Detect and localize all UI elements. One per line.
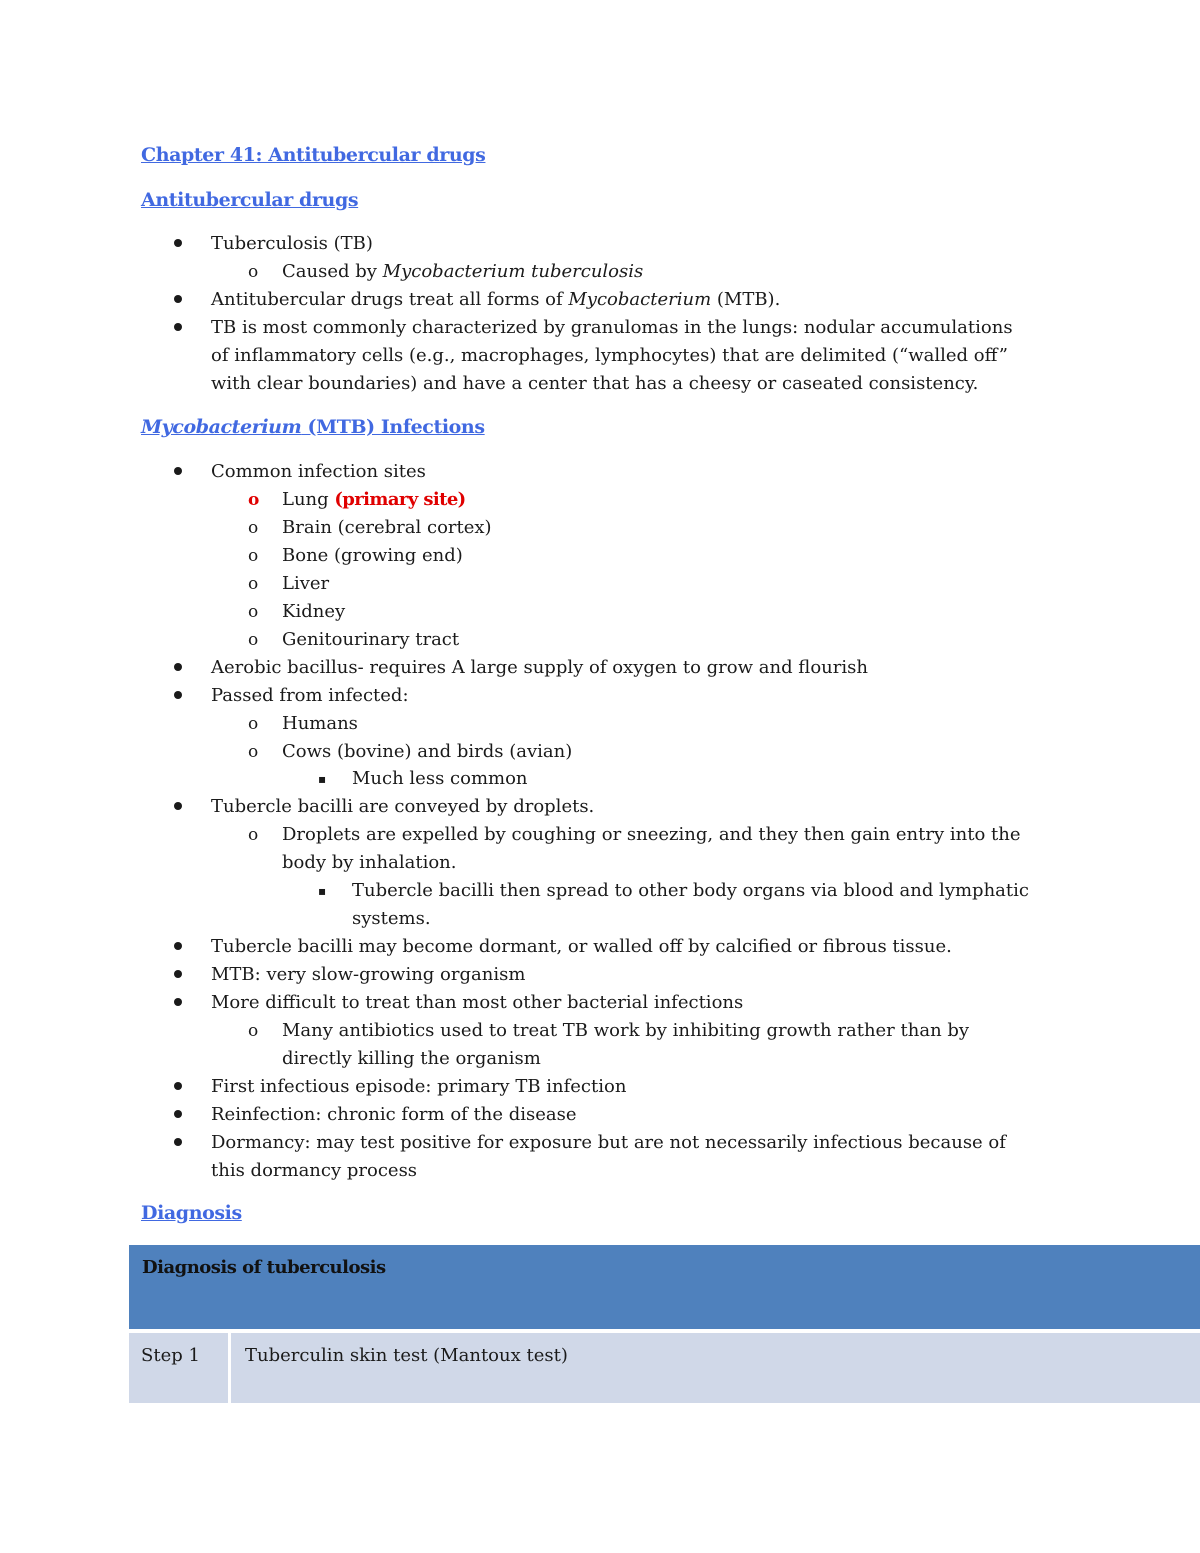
table-cell-description	[231, 1333, 1200, 1403]
list-item-bone: Bone (growing end)	[282, 545, 463, 566]
list-item-dormancy-line1: Dormancy: may test positive for exposure but are not necessarily infectious because of	[211, 1132, 1006, 1153]
list-item-slow-growing: MTB: very slow-growing organism	[211, 964, 526, 985]
list-item-droplets: Tubercle bacilli are conveyed by droplets.	[211, 796, 595, 817]
list-item-liver: Liver	[282, 573, 330, 594]
section-heading-diagnosis: Diagnosis	[141, 1202, 242, 1224]
circle-bullet-icon: o	[248, 262, 259, 282]
list-item-first-episode: First infectious episode: primary TB infection	[211, 1076, 627, 1097]
circle-bullet-icon: o	[248, 742, 259, 762]
bullet-icon	[174, 1073, 182, 1101]
list-item-reinfection: Reinfection: chronic form of the disease	[211, 1104, 577, 1125]
list-item-droplets-expelled-line1: Droplets are expelled by coughing or sneezing, and they then gain entry into the	[282, 824, 1021, 845]
list-item-tb: Tuberculosis (TB)	[211, 233, 373, 254]
table-header-title: Diagnosis of tuberculosis	[142, 1257, 386, 1278]
circle-bullet-icon: o	[248, 825, 259, 845]
section-heading-mtb-infections: Mycobacterium (MTB) Infections	[141, 416, 485, 438]
list-item-antibiotics-line1: Many antibiotics used to treat TB work by inhibiting growth rather than by	[282, 1020, 970, 1041]
list-item-caused-by: Caused by Mycobacterium tuberculosis	[282, 261, 644, 282]
list-item-spread-line2: systems.	[352, 908, 431, 929]
bullet-icon	[174, 682, 182, 710]
section-heading-antitubercular-drugs: Antitubercular drugs	[141, 189, 359, 211]
list-item-passed-from: Passed from infected:	[211, 685, 409, 706]
circle-bullet-icon: o	[248, 714, 259, 734]
list-item-less-common: Much less common	[352, 768, 528, 789]
bullet-icon	[174, 1101, 182, 1129]
bullet-icon	[174, 654, 182, 682]
list-item-droplets-expelled-line2: body by inhalation.	[282, 852, 457, 873]
circle-bullet-icon: o	[248, 546, 259, 566]
bullet-icon	[174, 230, 182, 258]
list-item-aerobic: Aerobic bacillus- requires A large supply of oxygen to grow and flourish	[211, 657, 868, 678]
list-item-humans: Humans	[282, 713, 358, 734]
bullet-icon	[174, 458, 182, 486]
list-item-dormancy-line2: this dormancy process	[211, 1160, 418, 1181]
bullet-icon	[174, 314, 182, 342]
list-item-granulomas-line2: of inflammatory cells (e.g., macrophages, lymphocytes) that are delimited (“walled off”	[211, 345, 1008, 366]
list-item-lung: Lung (primary site)	[282, 489, 466, 510]
bullet-icon	[174, 961, 182, 989]
square-bullet-icon: ▪	[318, 772, 327, 786]
list-item-antibiotics-line2: directly killing the organism	[282, 1048, 541, 1069]
list-item-granulomas-line3: with clear boundaries) and have a center that has a cheesy or caseated consistency.	[211, 373, 979, 394]
circle-bullet-icon: o	[248, 602, 259, 622]
circle-bullet-icon: o	[248, 1021, 259, 1041]
circle-bullet-icon: o	[248, 630, 259, 650]
bullet-icon	[174, 793, 182, 821]
list-item-brain: Brain (cerebral cortex)	[282, 517, 492, 538]
table-cell-step	[129, 1333, 228, 1403]
chapter-title: Chapter 41: Antitubercular drugs	[141, 144, 486, 166]
table-row	[129, 1333, 1200, 1403]
bullet-icon	[174, 989, 182, 1017]
square-bullet-icon: ▪	[318, 884, 327, 898]
list-item-cows-birds: Cows (bovine) and birds (avian)	[282, 741, 573, 762]
bullet-icon	[174, 933, 182, 961]
bullet-icon	[174, 286, 182, 314]
list-item-kidney: Kidney	[282, 601, 346, 622]
bullet-icon	[174, 1129, 182, 1157]
circle-bullet-icon: o	[248, 518, 259, 538]
list-item-spread-line1: Tubercle bacilli then spread to other body organs via blood and lymphatic	[352, 880, 1029, 901]
list-item-infection-sites: Common infection sites	[211, 461, 426, 482]
circle-bullet-icon: o	[248, 490, 260, 510]
list-item-difficult: More difficult to treat than most other bacterial infections	[211, 992, 744, 1013]
circle-bullet-icon: o	[248, 574, 259, 594]
step-label: Step 1	[141, 1345, 200, 1366]
table-header	[129, 1245, 1200, 1329]
list-item-genitourinary: Genitourinary tract	[282, 629, 460, 650]
step-description: Tuberculin skin test (Mantoux test)	[245, 1345, 568, 1366]
list-item-treat-all-forms: Antitubercular drugs treat all forms of Mycobacterium (MTB).	[211, 289, 781, 310]
list-item-granulomas-line1: TB is most commonly characterized by granulomas in the lungs: nodular accumulations	[211, 317, 1013, 338]
list-item-dormant: Tubercle bacilli may become dormant, or walled off by calcified or fibrous tissue.	[211, 936, 952, 957]
